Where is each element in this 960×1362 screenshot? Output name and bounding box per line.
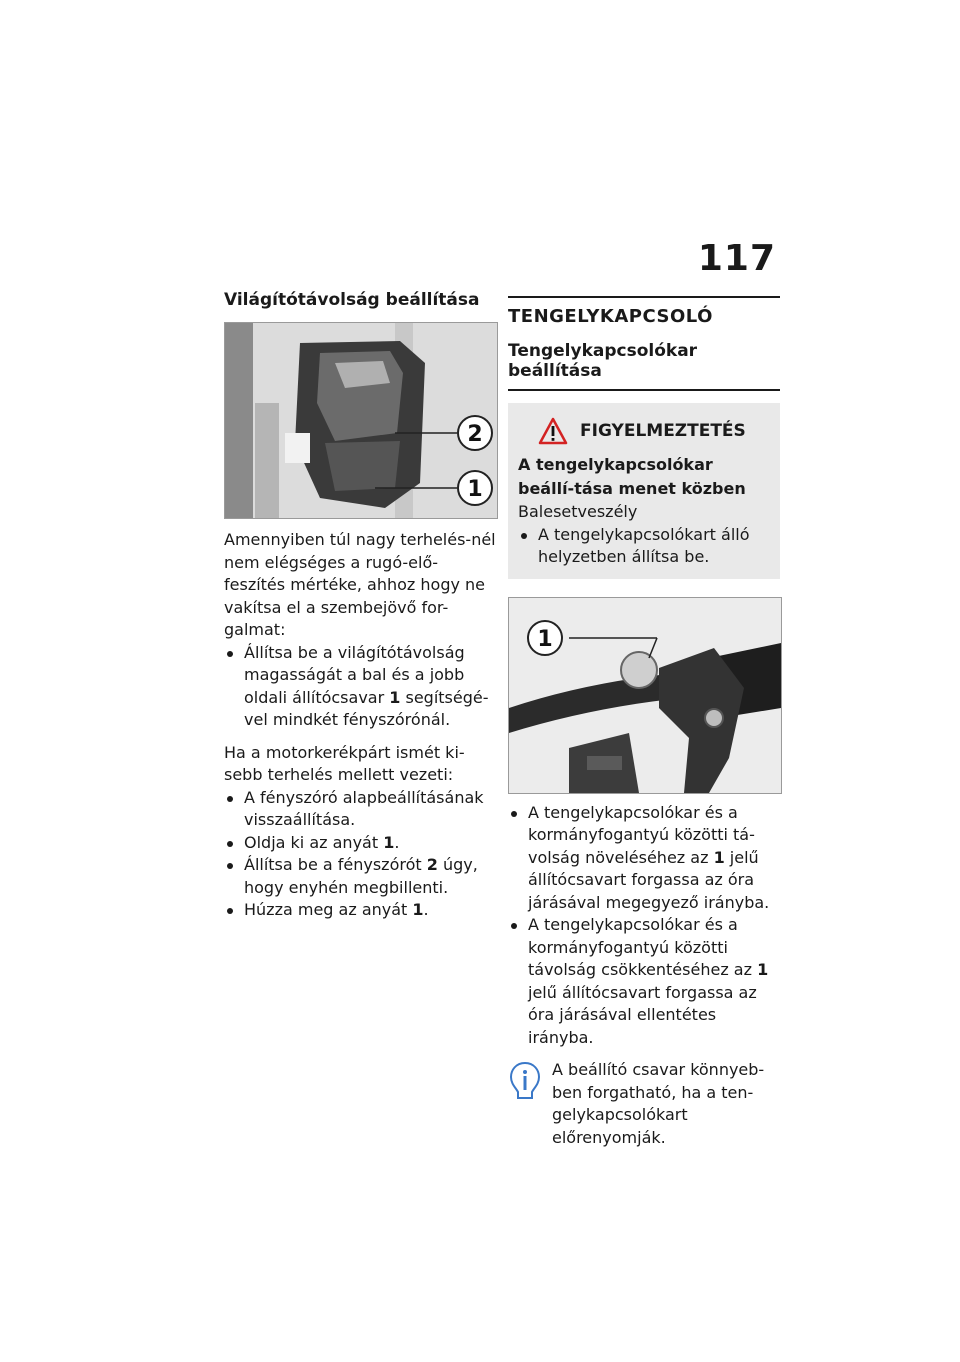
list-item: Oldja ki az anyát 1.: [224, 832, 496, 855]
photo-label-1: 1: [537, 626, 553, 652]
list-item: A tengelykapcsolókart álló helyzetben állítsa be.: [518, 524, 770, 569]
page-number: 117: [697, 238, 776, 279]
warning-hazard: Balesetveszély: [518, 502, 638, 521]
bullet-list-1: [224, 642, 496, 732]
list-item: Húzza meg az anyát 1.: [224, 899, 496, 922]
warning-box: [508, 403, 780, 579]
warning-label: FIGYELMEZTETÉS: [580, 421, 746, 441]
section-title-clutch: Tengelykapcsolókar beállítása: [508, 341, 780, 391]
bullet-list-2: [224, 787, 496, 832]
warning-header: [518, 417, 770, 445]
info-icon: [508, 1061, 542, 1101]
clutch-bullet-list: [508, 802, 780, 1050]
warning-list: [518, 524, 770, 569]
list-item: A tengelykapcsolókar és a kormányfogantyú közötti távolság csökkentéséhez az 1 jelű állítócsavart forgassa az óra járásával ellentétes irányba.: [508, 914, 780, 1049]
left-column: [224, 290, 496, 922]
right-column: [508, 290, 780, 1149]
list-item: A fényszóró alapbeállításának visszaállítása.: [224, 787, 496, 832]
chapter-title: TENGELYKAPCSOLÓ: [508, 306, 713, 327]
section-title-headlight: Világítótávolság beállítása: [224, 290, 480, 310]
photo-label-2: 2: [467, 422, 483, 447]
info-text: A beállító csavar könnyeb-ben forgatható, ha a ten-gelykapcsolókart előrenyomják.: [552, 1060, 765, 1147]
clutch-lever-photo: [508, 597, 782, 794]
intro-text: Amennyiben túl nagy terhelés-nél nem elégséges a rugó-elő-feszítés mértéke, ahhoz hogy ne vakítsa el a szembejövő for-galmat:: [224, 530, 496, 639]
photo-label-1: 1: [467, 477, 483, 502]
list-item: Állítsa be a világítótávolság magasságát a bal és a jobb oldali állítócsavar 1 segítségé-vel mindkét fényszórónál.: [224, 642, 496, 732]
bullet-list-3: [224, 832, 496, 922]
info-note: [508, 1059, 780, 1149]
warning-triangle-icon: [538, 417, 568, 445]
warning-title: A tengelykapcsolókar beállí-tása menet közben: [518, 455, 746, 498]
chapter-heading: [508, 296, 780, 327]
headlight-photo: [224, 322, 498, 519]
list-item: A tengelykapcsolókar és a kormányfogantyú közötti tá-volság növeléséhez az 1 jelű állítócsavart forgassa az óra járásával megegyező irányba.: [508, 802, 780, 915]
list-item: Állítsa be a fényszórót 2 úgy, hogy enyhén megbillenti.: [224, 854, 496, 899]
paragraph-2: Ha a motorkerékpárt ismét ki-sebb terhelés mellett vezeti:: [224, 742, 465, 784]
